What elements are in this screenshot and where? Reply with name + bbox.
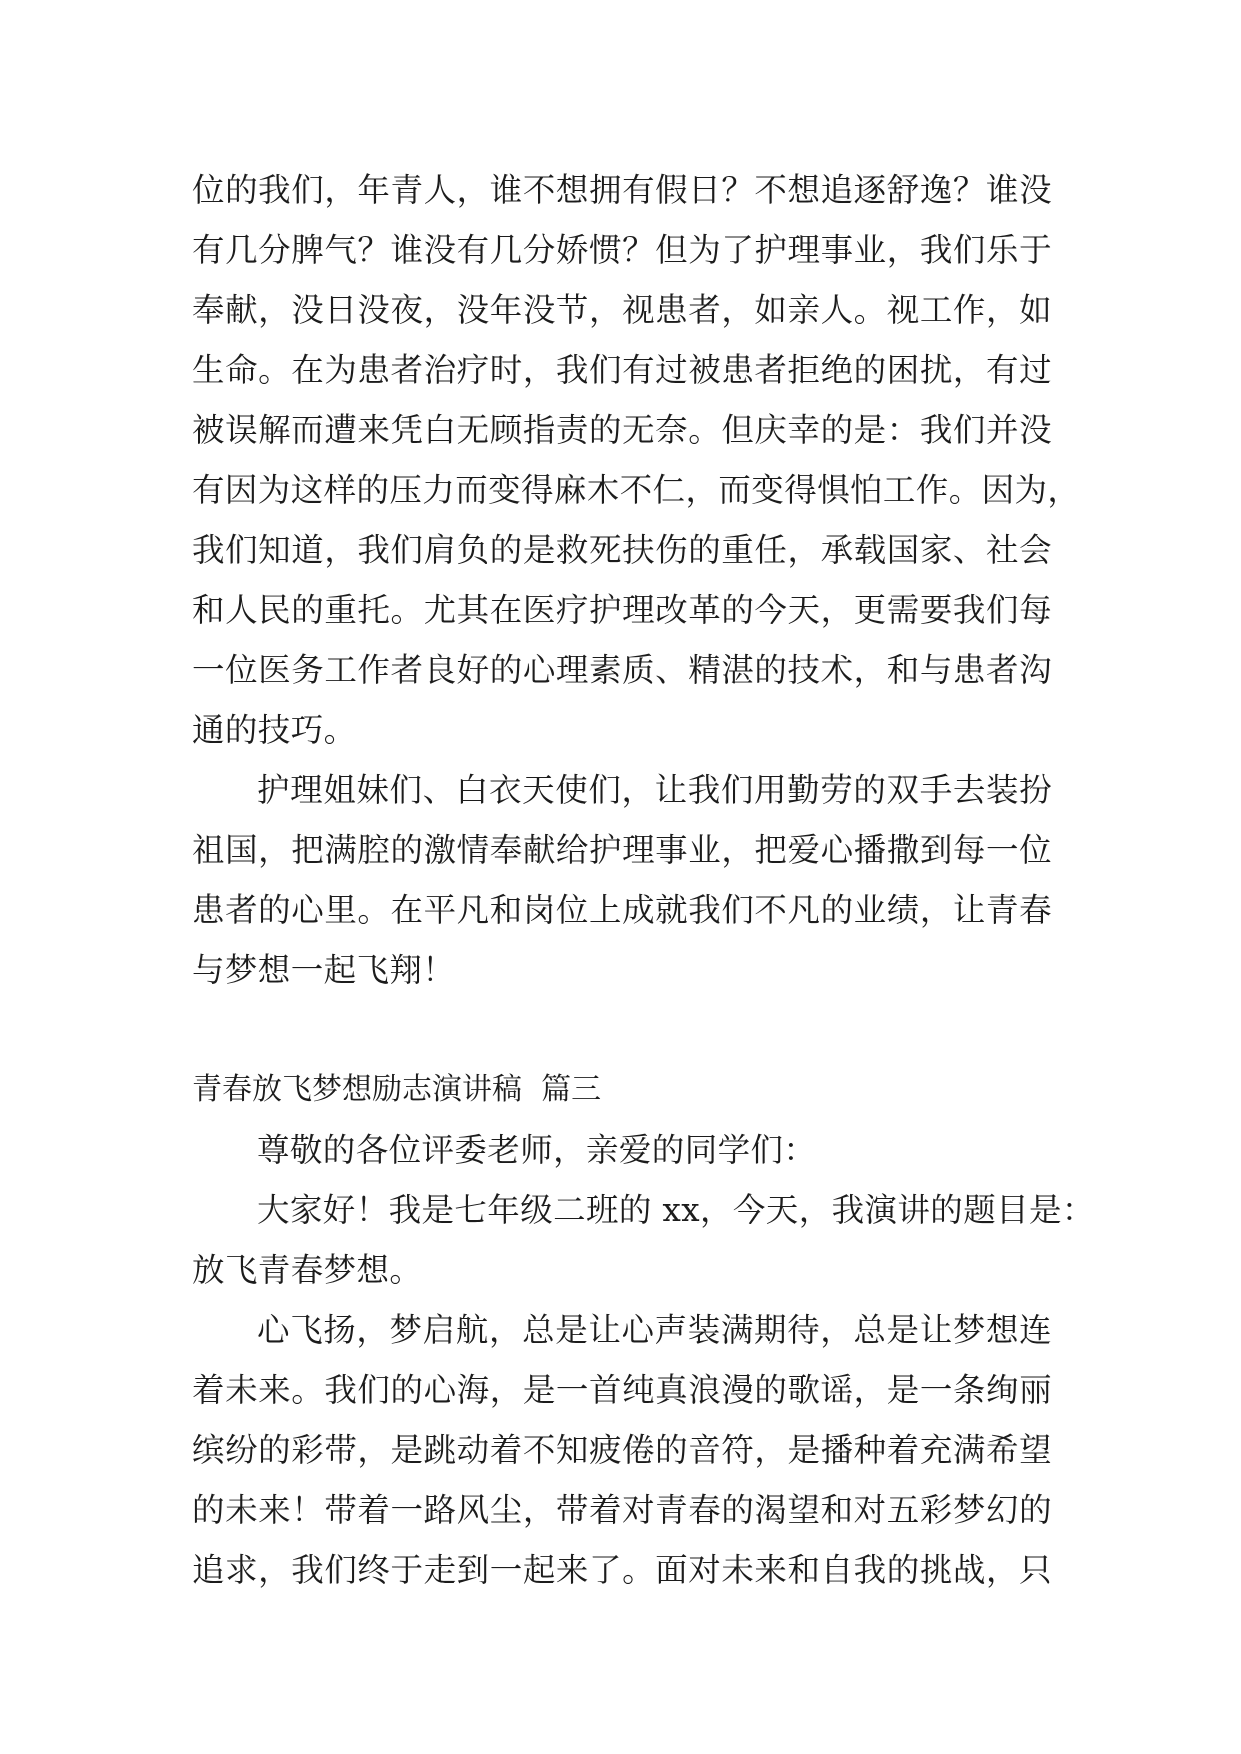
text-line: 我们知道，我们肩负的是救死扶伤的重任，承载国家、社会 (192, 531, 1052, 569)
section-gap (192, 1000, 1052, 1060)
text-line: 心飞扬，梦启航，总是让心声装满期待，总是让梦想连 (257, 1311, 1052, 1349)
text-line: 着未来。我们的心海，是一首纯真浪漫的歌谣，是一条绚丽 (192, 1371, 1052, 1409)
text-line: 生命。在为患者治疗时，我们有过被患者拒绝的困扰，有过 (192, 351, 1052, 389)
text-line: 一位医务工作者良好的心理素质、精湛的技术，和与患者沟 (192, 651, 1052, 689)
text-line: 患者的心里。在平凡和岗位上成就我们不凡的业绩，让青春 (192, 891, 1052, 929)
paragraph-2 (192, 760, 1052, 1000)
text-line: 尊敬的各位评委老师，亲爱的同学们： (257, 1131, 817, 1169)
document-page (192, 160, 1095, 1600)
paragraph-5 (192, 1300, 1052, 1600)
text-line: 的未来！带着一路风尘，带着对青春的渴望和对五彩梦幻的 (192, 1491, 1052, 1529)
text-line: 奉献，没日没夜，没年没节，视患者，如亲人。视工作，如 (192, 291, 1052, 329)
text-line: 有几分脾气？谁没有几分娇惯？但为了护理事业，我们乐于 (192, 231, 1052, 269)
text-line: 祖国，把满腔的激情奉献给护理事业，把爱心播撒到每一位 (192, 831, 1052, 869)
text-line: 缤纷的彩带，是跳动着不知疲倦的音符，是播种着充满希望 (192, 1431, 1052, 1469)
section-title: 青春放飞梦想励志演讲稿 篇三 (192, 1072, 602, 1107)
paragraph-4 (192, 1180, 1095, 1300)
text-line: 放飞青春梦想。 (192, 1251, 423, 1289)
text-line: 有因为这样的压力而变得麻木不仁，而变得惧怕工作。因为， (192, 471, 1081, 509)
paragraph-3 (192, 1120, 1052, 1180)
paragraph-1 (192, 160, 1081, 760)
text-line: 护理姐妹们、白衣天使们，让我们用勤劳的双手去装扮 (257, 771, 1052, 809)
text-line: 位的我们，年青人，谁不想拥有假日？不想追逐舒逸？谁没 (192, 171, 1052, 209)
text-line: 通的技巧。 (192, 711, 357, 749)
text-line: 大家好！我是七年级二班的 xx，今天，我演讲的题目是： (257, 1191, 1095, 1229)
text-line: 与梦想一起飞翔！ (192, 951, 456, 989)
text-line: 追求，我们终于走到一起来了。面对未来和自我的挑战，只 (192, 1551, 1052, 1589)
text-line: 和人民的重托。尤其在医疗护理改革的今天，更需要我们每 (192, 591, 1052, 629)
text-line: 被误解而遭来凭白无顾指责的无奈。但庆幸的是：我们并没 (192, 411, 1052, 449)
